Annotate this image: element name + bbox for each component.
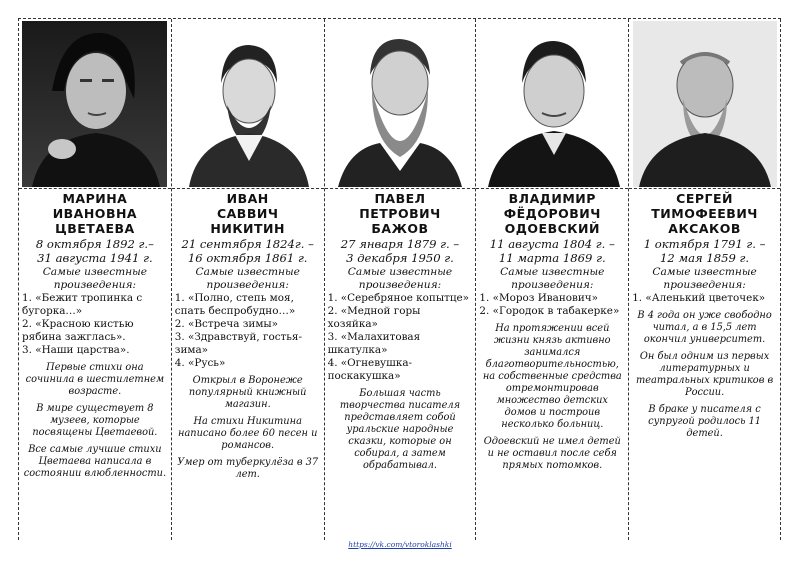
facts-block <box>328 388 473 472</box>
works-heading: Самые известные произведения: <box>500 266 605 291</box>
facts-block <box>479 323 625 472</box>
works-list <box>22 292 168 357</box>
portrait-aksakov-image <box>633 21 777 187</box>
list-item: 2. «Городок в табакерке» <box>479 305 620 317</box>
works-list <box>632 292 777 305</box>
list-item: 1. «Полно, степь моя, спать беспробудно…» <box>174 292 296 317</box>
author-cards-sheet <box>18 18 781 540</box>
author-card-odoevsky <box>476 19 629 540</box>
list-item: 2. «Встреча зимы» <box>174 318 279 330</box>
list-item: 2. «Красною кистью рябина зажглась». <box>22 318 134 343</box>
facts-block <box>632 310 777 440</box>
fact-text: Он был одним из первых литературных и театральных критиков в России. <box>635 351 774 398</box>
list-item: 4. «Русь» <box>174 357 226 369</box>
fact-text: В браке у писателя с супругой родилось 11 детей. <box>648 404 762 439</box>
list-item: 2. «Медной горы хозяйка» <box>327 305 421 330</box>
life-dates: 27 января 1879 г. – 3 декабря 1950 г. <box>340 237 460 265</box>
author-name: МАРИНА ИВАНОВНА ЦВЕТАЕВА <box>52 191 138 236</box>
list-item: 3. «Малахитовая шкатулка» <box>327 331 421 356</box>
author-card-aksakov <box>629 19 781 540</box>
portrait-photo <box>629 19 780 189</box>
portrait-tsvetaeva-image <box>22 21 167 187</box>
list-item: 1. «Аленький цветочек» <box>632 292 766 304</box>
works-list <box>175 292 321 370</box>
author-card-nikitin <box>172 19 325 540</box>
fact-text: На протяжении всей жизни князь активно занимался благотворительностью, на собственные средства отремонтировав множество детских домов и построив несколько больниц. <box>482 323 622 430</box>
portrait-photo <box>476 19 628 189</box>
works-list <box>328 292 473 383</box>
portrait-photo <box>172 19 324 189</box>
fact-text: Открыл в Воронеже популярный книжный магазин. <box>188 375 307 410</box>
works-heading: Самые известные произведения: <box>42 266 148 291</box>
facts-block <box>22 362 168 480</box>
author-name: ИВАН САВВИЧ НИКИТИН <box>210 191 285 236</box>
works-heading: Самые известные произведения: <box>347 266 453 291</box>
author-card-bazhov <box>325 19 477 540</box>
author-name: ПАВЕЛ ПЕТРОВИЧ БАЖОВ <box>359 191 441 236</box>
works-heading: Самые известные произведения: <box>652 266 757 291</box>
works-heading: Самые известные произведения: <box>195 266 300 291</box>
facts-block <box>175 375 321 481</box>
list-item: 4. «Огневушка-поскакушка» <box>327 357 413 382</box>
works-list <box>479 292 625 318</box>
fact-text: В 4 года он уже свободно читал, а в 15,5 лет окончил университет. <box>637 310 772 345</box>
portrait-odoevsky-image <box>480 21 625 187</box>
life-dates: 1 октября 1791 г. – 12 мая 1859 г. <box>643 237 766 265</box>
fact-text: Все самые лучшие стихи Цветаева написала в состоянии влюбленности. <box>23 444 167 479</box>
fact-text: Одоевский не имел детей и не оставил после себя прямых потомков. <box>483 436 621 471</box>
portrait-bazhov-image <box>328 21 472 187</box>
list-item: 3. «Здравствуй, гостья-зима» <box>174 331 302 356</box>
portrait-photo <box>19 19 171 189</box>
list-item: 1. «Бежит тропинка с бугорка…» <box>22 292 143 317</box>
author-card-tsvetaeva <box>19 19 172 540</box>
life-dates: 11 августа 1804 г. – 11 марта 1869 г. <box>489 237 615 265</box>
list-item: 3. «Наши царства». <box>22 344 130 356</box>
fact-text: Умер от туберкулёза в 37 лет. <box>177 457 319 480</box>
fact-text: На стихи Никитина написано более 60 песен и романсов. <box>178 416 318 451</box>
portrait-nikitin-image <box>175 21 320 187</box>
author-name: ВЛАДИМИР ФЁДОРОВИЧ ОДОЕВСКИЙ <box>503 191 601 236</box>
fact-text: Первые стихи она сочинила в шестилетнем возрасте. <box>25 362 165 397</box>
author-name: СЕРГЕЙ ТИМОФЕЕВИЧ АКСАКОВ <box>651 191 758 236</box>
portrait-photo <box>325 19 476 189</box>
life-dates: 8 октября 1892 г.– 31 августа 1941 г. <box>35 237 154 265</box>
fact-text: Большая часть творчества писателя представляет собой уральские народные сказки, которые он собирал, а затем обрабатывал. <box>339 388 461 471</box>
list-item: 1. «Серебряное копытце» <box>327 292 470 304</box>
life-dates: 21 сентября 1824г. – 16 октября 1861 г. <box>181 237 314 265</box>
list-item: 1. «Мороз Иванович» <box>479 292 599 304</box>
fact-text: В мире существует 8 музеев, которые посвящены Цветаевой. <box>32 403 158 438</box>
footer-link[interactable]: https://vk.com/vtoroklashki <box>348 540 452 549</box>
